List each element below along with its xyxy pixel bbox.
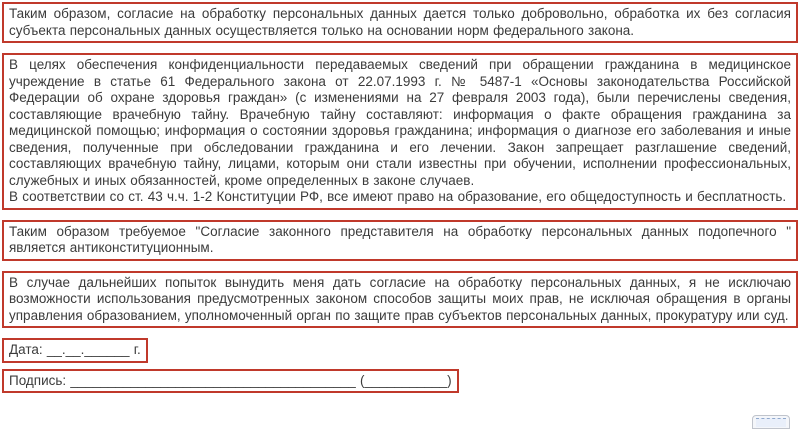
date-line-box — [2, 338, 148, 363]
paragraph: В случае дальнейших попыток вынудить меня дать согласие на обработку персональных данных, я не исключаю возможности использования предусмотренных законом способов защиты моих прав, не исключая обращения в органы управления образованием, уполномоченный орган по защите прав субъектов персональных данных, прокуратуру или суд. — [9, 274, 791, 323]
paragraph: Таким образом, согласие на обработку персональных данных дается только добровольно, обработка их без согласия субъекта персональных данных осуществляется только на основании норм федерального закона. — [9, 6, 791, 38]
paragraph-box-consent — [2, 2, 798, 43]
paragraph-box-confidentiality — [2, 53, 798, 210]
partial-button-inner — [756, 418, 786, 427]
paragraph: В целях обеспечения конфиденциальности передаваемых сведений при обращении гражданина в медицинское учреждение в статье 61 Федерального закона от 22.07.1993 г. № 5487-1 «Основы законодательства Российской Федерации об охране здоровья граждан» (с изменениями на 27 февраля 2003 года), были перечислены сведения, составляющие врачебную тайну. Врачебную тайну составляют: информация о факте обращения гражданина за медицинской помощью; информация о состоянии здоровья гражданина; информация о диагнозе его заболевания и иные сведения, полученные при обследовании гражданина и его лечении. Закон запрещает разглашение сведений, составляющих врачебную тайну, лицами, которым они стали известны при обучении, исполнении профессиональных, служебных и иных обязанностей, кроме определенных в законе случаев. — [9, 57, 791, 188]
document-page — [0, 2, 800, 421]
signature-line-box — [2, 369, 459, 394]
signature-line: Подпись: ______________________________________ (___________) — [9, 372, 452, 388]
date-line: Дата: __.__.______ г. — [9, 342, 141, 357]
paragraph-box-unconstitutional — [2, 220, 798, 261]
partial-button[interactable] — [752, 415, 790, 429]
paragraph-box-legal-protection — [2, 271, 798, 329]
paragraph: Таким образом требуемое "Согласие законного представителя на обработку персональных данных подопечного " является антиконституционным. — [9, 223, 791, 255]
paragraph: В соответствии со ст. 43 ч.ч. 1-2 Конституции РФ, все имеют право на образование, его общедоступность и бесплатность. — [9, 189, 787, 204]
